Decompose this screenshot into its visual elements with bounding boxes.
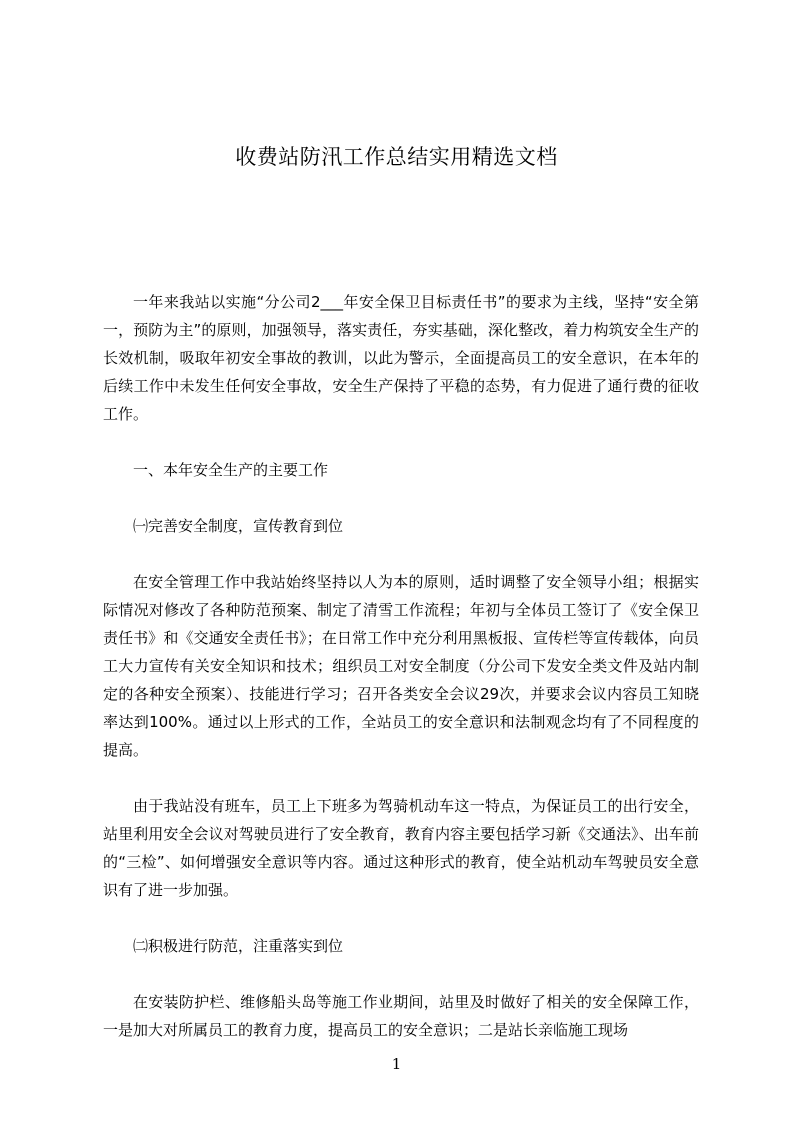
paragraph-gap xyxy=(103,764,699,792)
paragraph-gap xyxy=(103,960,699,988)
subsection-heading: ㈡积极进行防范，注重落实到位 xyxy=(133,937,344,955)
document-body xyxy=(103,288,699,1044)
document-title: 收费站防汛工作总结实用精选文档 xyxy=(235,145,558,169)
section-heading: 一、本年安全生产的主要工作 xyxy=(133,461,329,479)
paragraph-construction-safety: 在安装防护栏、维修船头岛等施工作业期间，站里及时做好了相关的安全保障工作，一是加大对所属员工的教育力度，提高员工的安全意识；二是站长亲临施工现场 xyxy=(103,993,699,1039)
paragraph-gap xyxy=(103,484,699,512)
paragraph-driver-education: 由于我站没有班车，员工上下班多为驾骑机动车这一特点，为保证员工的出行安全，站里利用安全会议对驾驶员进行了安全教育，教育内容主要包括学习新《交通法》、出车前的“三检”、如何增强安全意识等内容。通过这种形式的教育，使全站机动车驾驶员安全意识有了进一步加强。 xyxy=(103,797,699,899)
paragraph-gap xyxy=(103,904,699,932)
paragraph-safety-management: 在安全管理工作中我站始终坚持以人为本的原则，适时调整了安全领导小组；根据实际情况对修改了各种防范预案、制定了清雪工作流程；年初与全体员工签订了《安全保卫责任书》和《交通安全责任书》；在日常工作中充分利用黑板报、宣传栏等宣传载体，向员工大力宣传有关安全知识和技术；组织员工对安全制度（分公司下发安全类文件及站内制定的各种安全预案）、技能进行学习；召开各类安全会议29次，并要求会议内容员工知晓率达到100%。通过以上形式的工作，全站员工的安全意识和法制观念均有了不同程度的提高。 xyxy=(103,573,699,759)
page-number: 1 xyxy=(391,1055,402,1073)
paragraph-gap xyxy=(103,428,699,456)
paragraph-intro: 一年来我站以实施“分公司2___年安全保卫目标责任书”的要求为主线，坚持“安全第一，预防为主”的原则，加强领导，落实责任，夯实基础，深化整改，着力构筑安全生产的长效机制，吸取年初安全事故的教训，以此为警示，全面提高员工的安全意识，在本年的后续工作中未发生任何安全事故，安全生产保持了平稳的态势，有力促进了通行费的征收工作。 xyxy=(103,293,699,423)
subsection-heading: ㈠完善安全制度，宣传教育到位 xyxy=(133,517,344,535)
paragraph-gap xyxy=(103,540,699,568)
